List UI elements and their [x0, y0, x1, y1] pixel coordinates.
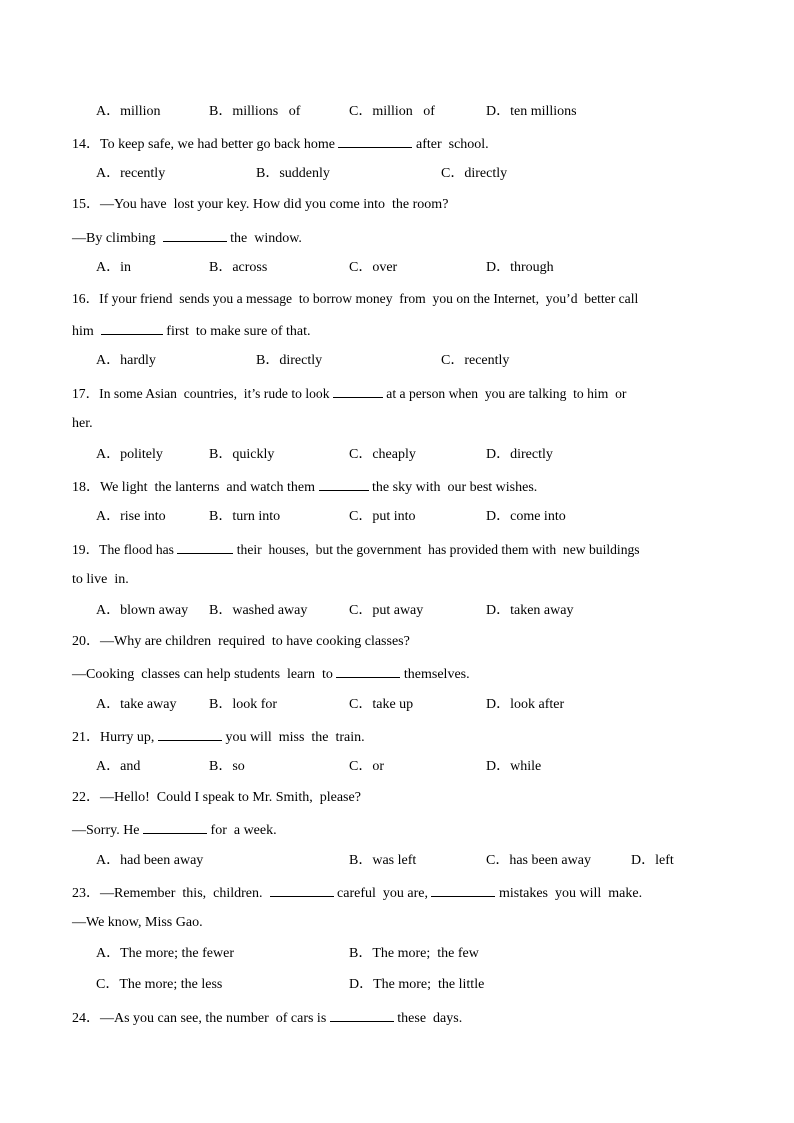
option-d: D．ten millions	[486, 104, 577, 119]
question-stem: 22．—Hello! Could I speak to Mr. Smith, please?	[72, 790, 361, 805]
question-stem: 19．The flood has their houses, but the government has provided them with new buildings	[72, 542, 640, 557]
option-b: B．suddenly	[256, 166, 330, 181]
answer-blank	[319, 477, 369, 491]
answer-blank	[330, 1008, 394, 1022]
option-d: D．look after	[486, 697, 565, 712]
option-a: A．in	[96, 260, 131, 275]
question-stem: 17．In some Asian countries, it’s rude to look at a person when you are talking to him or	[72, 386, 627, 401]
option-d: D．directly	[486, 447, 553, 462]
option-d: D．come into	[486, 509, 566, 524]
question-stem-cont: her.	[72, 416, 93, 431]
answer-blank	[338, 134, 412, 148]
question-response: —Cooking classes can help students learn to themselves.	[72, 664, 470, 684]
option-c: C．The more; the less	[96, 977, 223, 992]
question-response: —By climbing the window.	[72, 228, 302, 248]
answer-blank	[177, 540, 233, 554]
option-a: A．politely	[96, 447, 163, 462]
option-c: C．directly	[441, 166, 508, 181]
answer-blank	[336, 664, 400, 678]
option-b: B．directly	[256, 353, 323, 368]
option-d: D．while	[486, 759, 542, 774]
question-stem: 20．—Why are children required to have cooking classes?	[72, 634, 410, 649]
question-stem-cont: him first to make sure of that.	[72, 321, 311, 341]
answer-blank	[163, 228, 227, 242]
answer-blank	[143, 820, 207, 834]
option-c: C．take up	[349, 697, 414, 712]
question-response: —We know, Miss Gao.	[72, 915, 203, 930]
option-a: A．recently	[96, 166, 166, 181]
answer-blank	[333, 384, 383, 398]
option-c: C．recently	[441, 353, 510, 368]
option-b: B．quickly	[209, 447, 275, 462]
option-b: B．millions of	[209, 104, 301, 119]
question-stem: 14．To keep safe, we had better go back home after school.	[72, 134, 489, 154]
question-stem: 16．If your friend sends you a message to borrow money from you on the Internet, you’d better call	[72, 291, 639, 306]
option-a: A．rise into	[96, 509, 166, 524]
answer-blank	[101, 321, 163, 335]
option-a: A．had been away	[96, 853, 204, 868]
option-b: B．across	[209, 260, 268, 275]
answer-blank	[431, 883, 495, 897]
option-d: D．through	[486, 260, 554, 275]
question-stem: 21．Hurry up, you will miss the train.	[72, 727, 365, 747]
option-b: B．look for	[209, 697, 278, 712]
option-b: B．washed away	[209, 603, 308, 618]
option-a: A．million	[96, 104, 161, 119]
option-b: B．so	[209, 759, 245, 774]
option-c: C．million of	[349, 104, 435, 119]
option-a: A．and	[96, 759, 141, 774]
option-c: C．over	[349, 260, 398, 275]
answer-blank	[158, 727, 222, 741]
option-c: C．put into	[349, 509, 416, 524]
question-stem-cont: to live in.	[72, 572, 129, 587]
option-d: D．taken away	[486, 603, 574, 618]
option-b: B．was left	[349, 853, 417, 868]
option-c: C．has been away	[486, 853, 591, 868]
option-c: C．cheaply	[349, 447, 416, 462]
question-stem: 18．We light the lanterns and watch them the sky with our best wishes.	[72, 477, 537, 497]
option-c: C．put away	[349, 603, 424, 618]
option-d: D．left	[631, 853, 674, 868]
question-stem: 15．—You have lost your key. How did you come into the room?	[72, 197, 449, 212]
option-d: D．The more; the little	[349, 977, 485, 992]
option-c: C．or	[349, 759, 384, 774]
option-a: A．hardly	[96, 353, 156, 368]
option-a: A．take away	[96, 697, 177, 712]
option-a: A．The more; the fewer	[96, 946, 234, 961]
option-a: A．blown away	[96, 603, 189, 618]
question-stem: 24．—As you can see, the number of cars is these days.	[72, 1008, 462, 1028]
option-b: B．turn into	[209, 509, 281, 524]
question-response: —Sorry. He for a week.	[72, 820, 277, 840]
question-stem: 23．—Remember this, children. careful you are, mistakes you will make.	[72, 883, 642, 903]
option-b: B．The more; the few	[349, 946, 479, 961]
answer-blank	[270, 883, 334, 897]
